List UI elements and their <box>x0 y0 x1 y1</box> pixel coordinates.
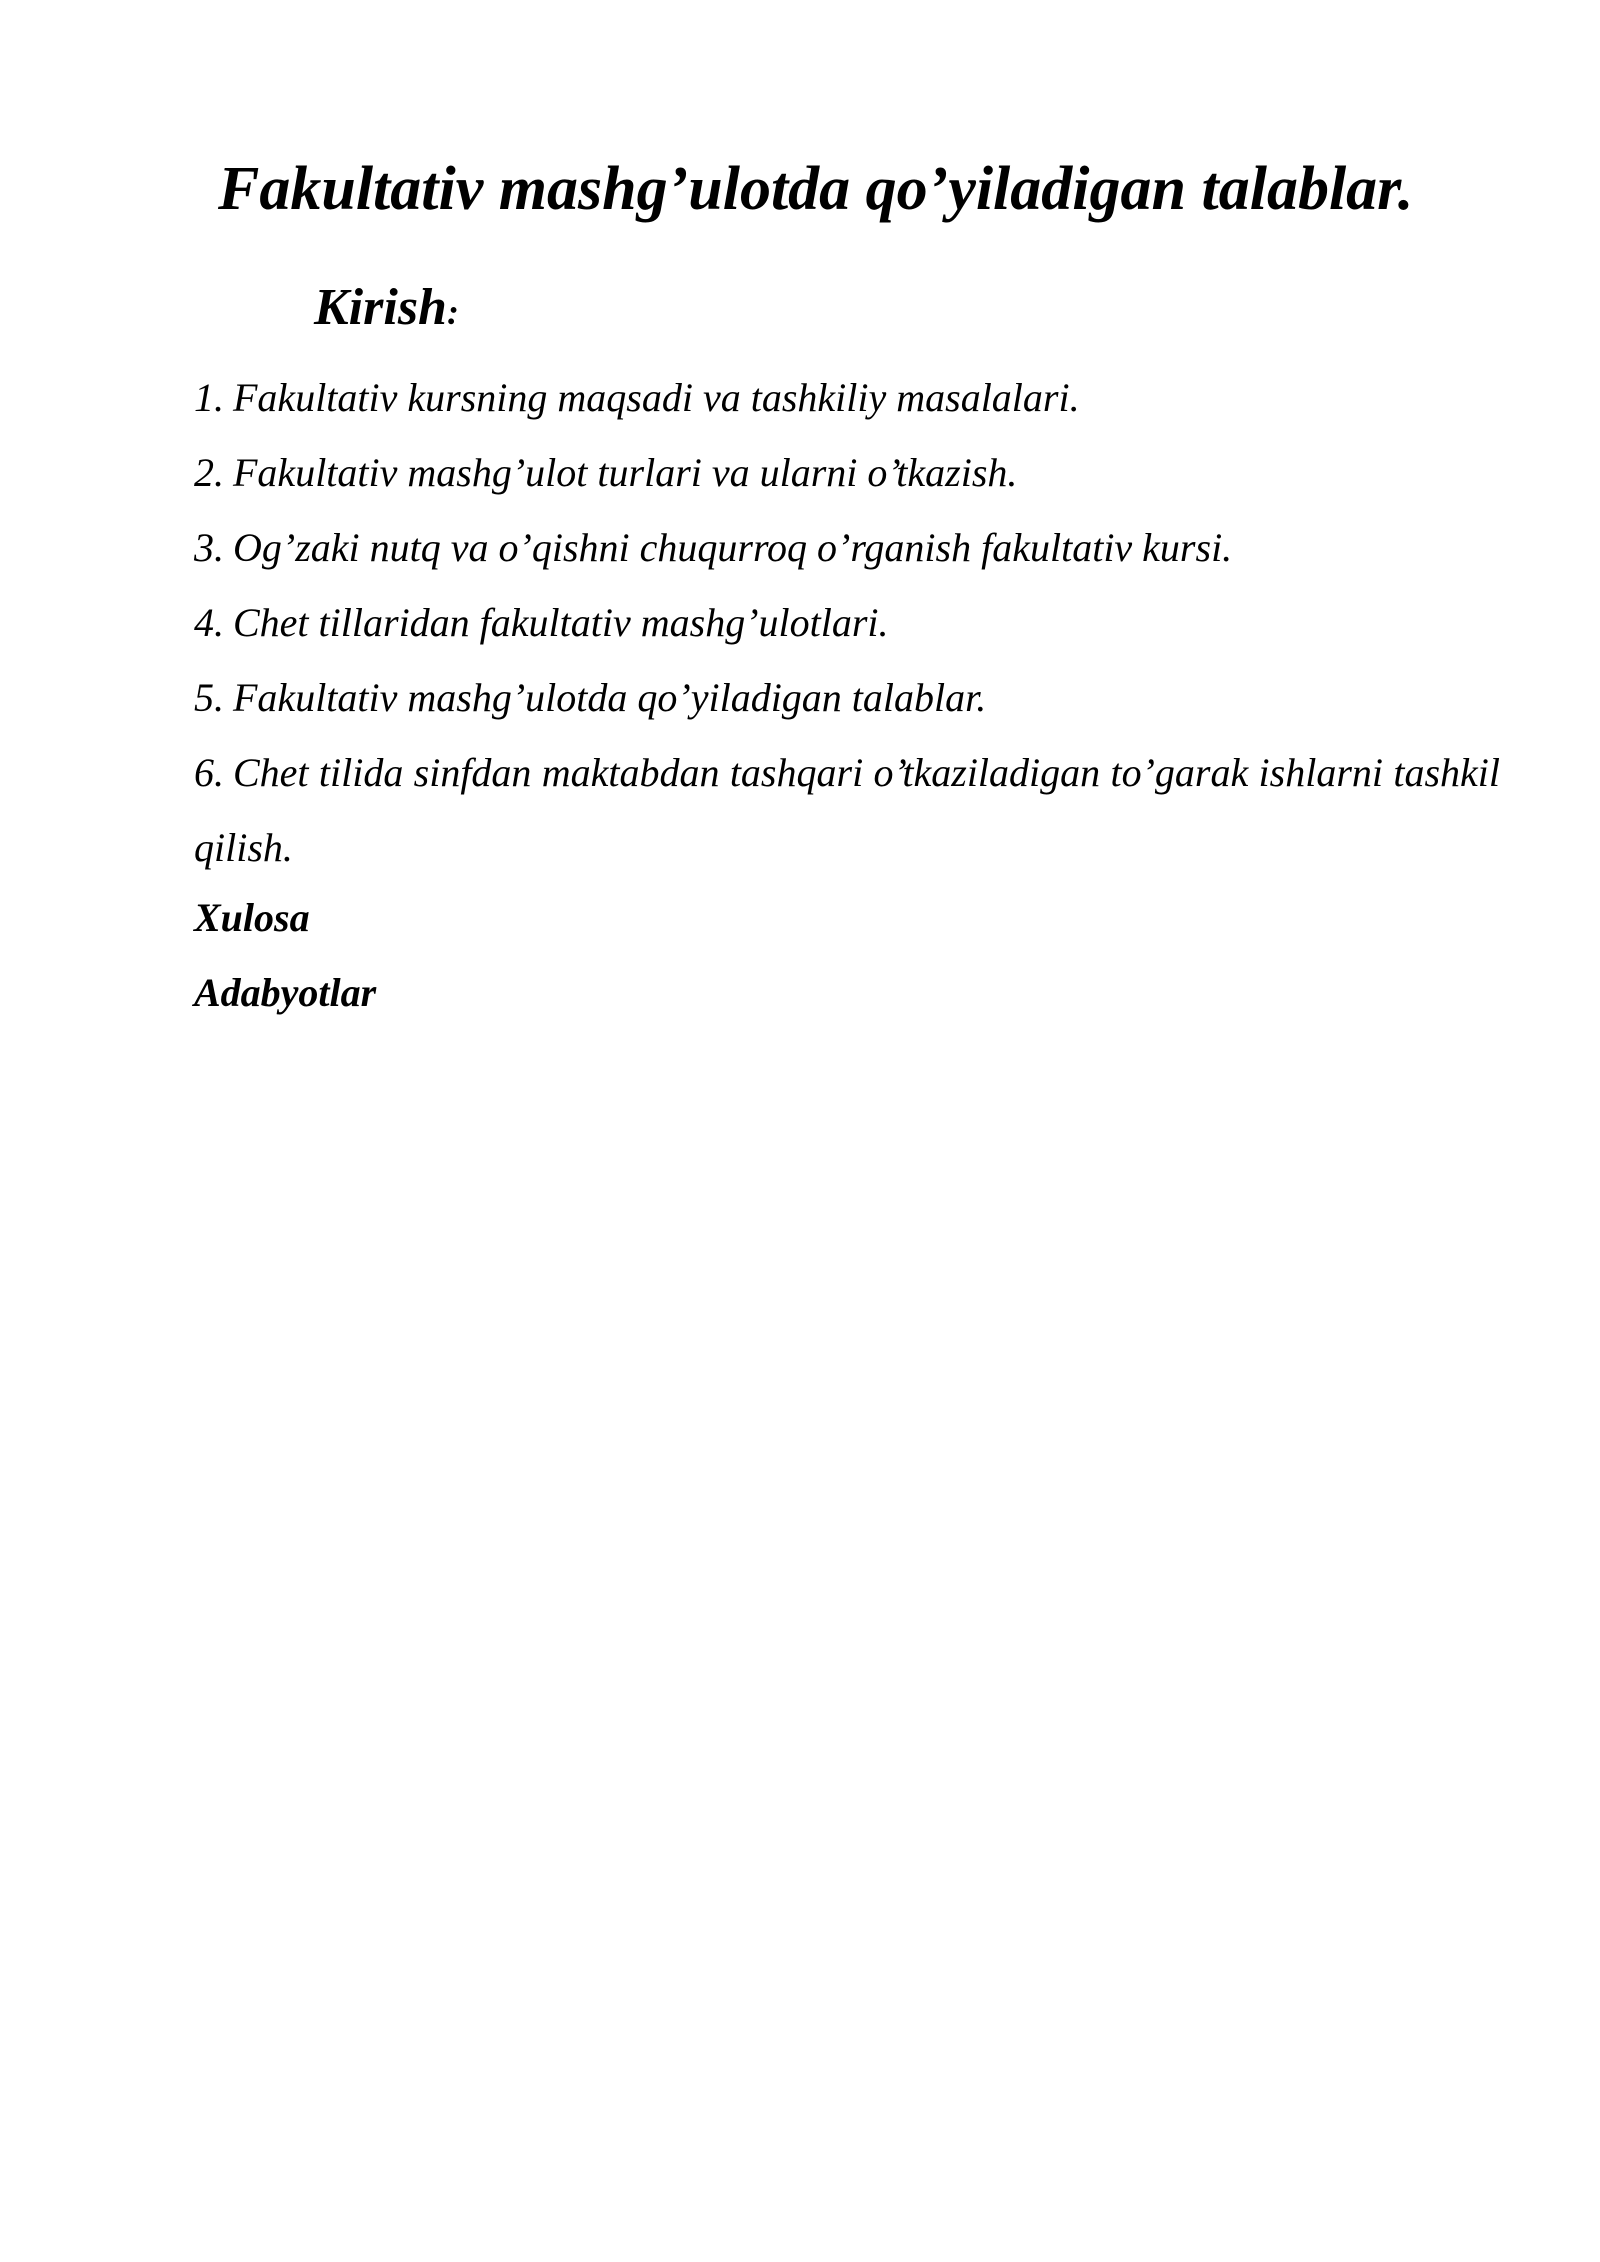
contents-item <box>194 510 1500 585</box>
contents-item-number: 6. <box>194 750 224 795</box>
contents-item-number: 5. <box>194 675 224 720</box>
contents-list <box>194 360 1500 885</box>
contents-item <box>194 435 1500 510</box>
intro-colon: : <box>446 292 459 332</box>
contents-item-number: 4. <box>194 600 224 645</box>
contents-item-text: Fakultativ mashg’ulot turlari va ularni o’tkazish. <box>233 450 1018 495</box>
intro-heading <box>314 279 459 336</box>
contents-item-text: Fakultativ kursning maqsadi va tashkiliy masalalari. <box>233 375 1080 420</box>
contents-item <box>194 735 1500 885</box>
document-title: Fakultativ mashg’ulotda qo’yiladigan talablar. <box>218 155 1414 223</box>
contents-item-text: Fakultativ mashg’ulotda qo’yiladigan talablar. <box>233 675 987 720</box>
contents-item-text: Chet tilida sinfdan maktabdan tashqari o’tkaziladigan to’garak ishlarni tashkil qilish. <box>194 750 1500 870</box>
contents-item-number: 1. <box>194 375 224 420</box>
contents-item <box>194 585 1500 660</box>
conclusion-heading: Xulosa <box>194 895 310 940</box>
contents-item <box>194 360 1500 435</box>
contents-item-number: 3. <box>194 525 224 570</box>
intro-label: Kirish <box>314 279 447 336</box>
contents-item-text: Og’zaki nutq va o’qishni chuqurroq o’rganish fakultativ kursi. <box>233 525 1233 570</box>
contents-item-text: Chet tillaridan fakultativ mashg’ulotlari. <box>233 600 889 645</box>
contents-item-number: 2. <box>194 450 224 495</box>
references-heading: Adabyotlar <box>194 970 377 1015</box>
contents-item <box>194 660 1500 735</box>
